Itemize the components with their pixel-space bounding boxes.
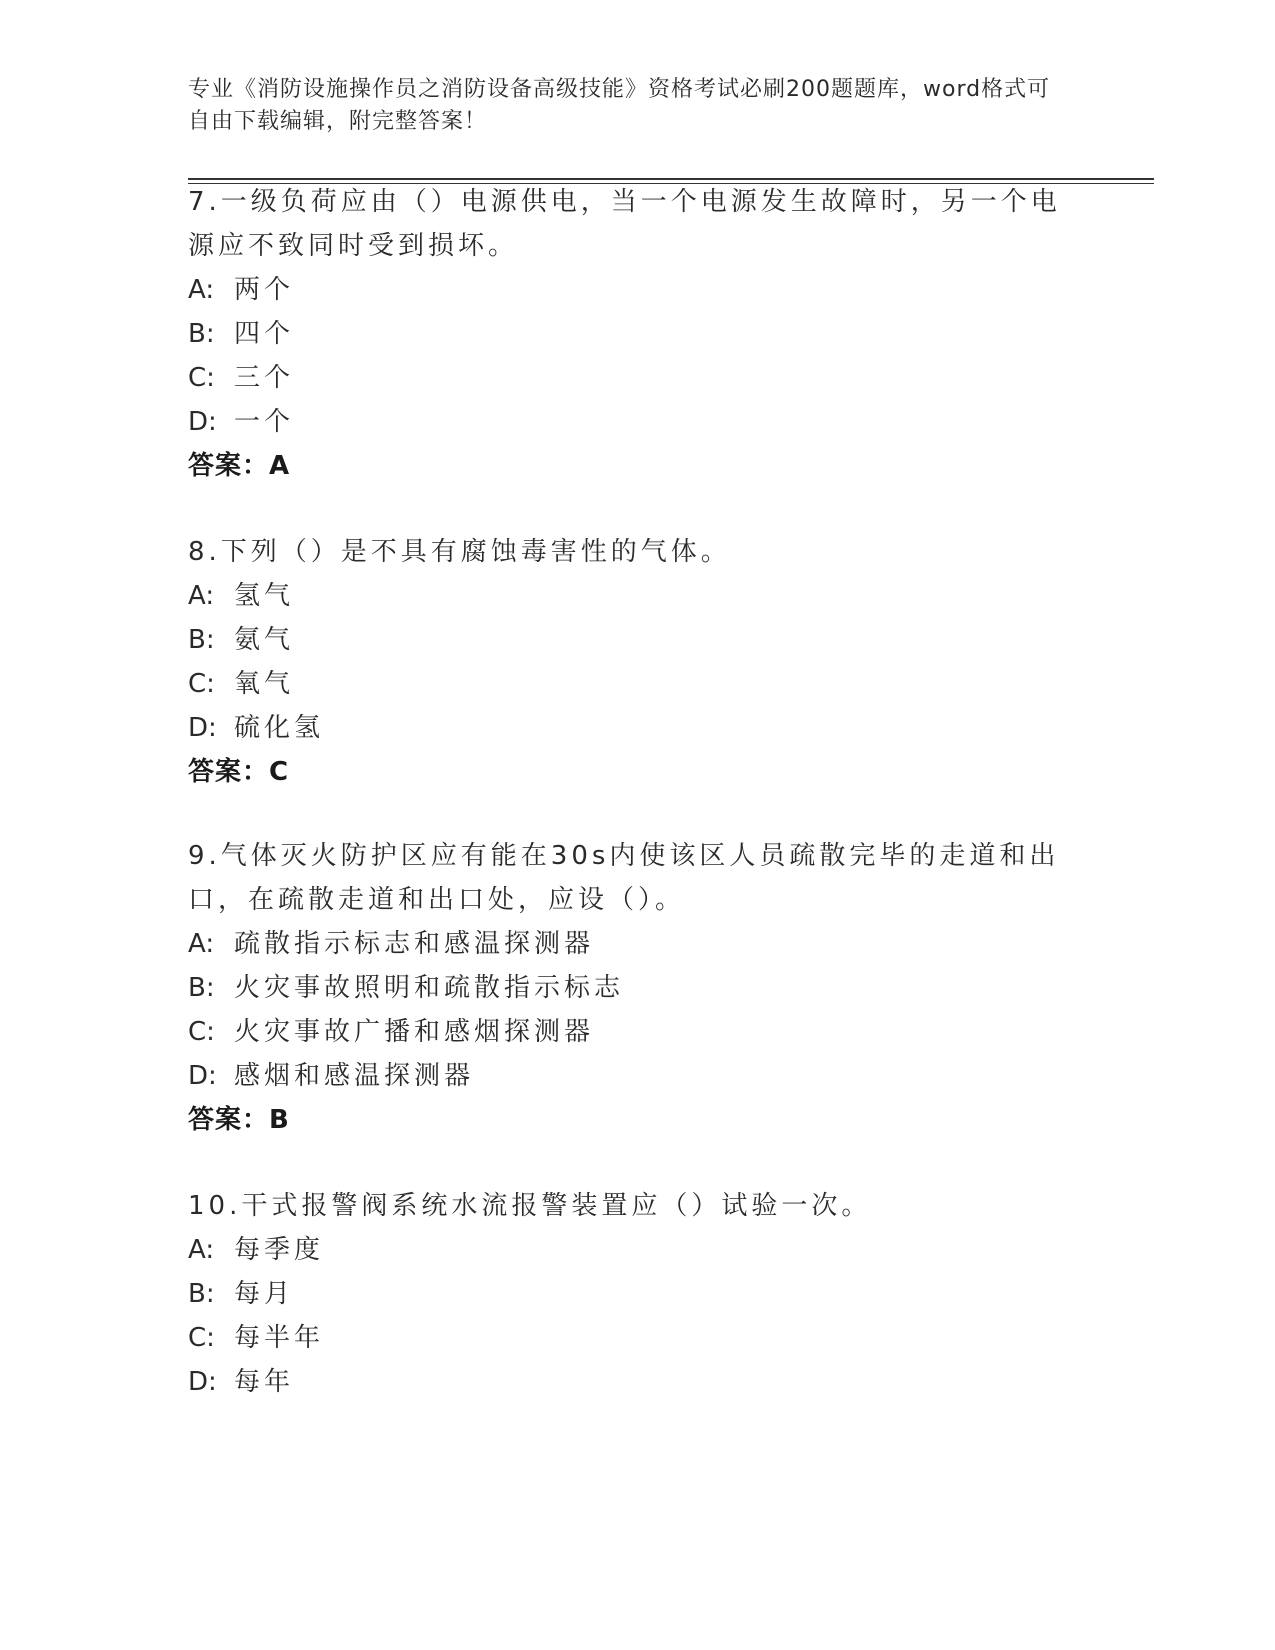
option-d	[188, 706, 1068, 750]
option-key: A:	[188, 1235, 215, 1265]
option-text: 每年	[234, 1367, 295, 1397]
question-8	[188, 530, 1068, 794]
question-stem: 7.一级负荷应由（）电源供电，当一个电源发生故障时，另一个电源应不致同时受到损坏。	[188, 187, 1061, 261]
option-text: 每月	[234, 1279, 295, 1309]
option-b	[188, 966, 1068, 1010]
document-header: 专业《消防设施操作员之消防设备高级技能》资格考试必刷200题题库，word格式可自由下载编辑，附完整答案！	[188, 77, 1051, 134]
option-key: D:	[188, 713, 217, 743]
option-text: 每季度	[234, 1235, 325, 1265]
question-stem: 8.下列（）是不具有腐蚀毒害性的气体。	[188, 537, 731, 567]
option-text: 火灾事故广播和感烟探测器	[234, 1017, 595, 1047]
option-b	[188, 618, 1068, 662]
option-key: B:	[188, 1279, 215, 1309]
option-key: B:	[188, 973, 215, 1003]
option-key: B:	[188, 319, 215, 349]
option-key: D:	[188, 1367, 217, 1397]
question-stem: 9.气体灭火防护区应有能在30s内使该区人员疏散完毕的走道和出口，在疏散走道和出口处，应设（）。	[188, 841, 1060, 915]
option-key: C:	[188, 669, 215, 699]
option-text: 疏散指示标志和感温探测器	[234, 929, 595, 959]
question-stem: 10.干式报警阀系统水流报警装置应（）试验一次。	[188, 1191, 872, 1221]
option-d	[188, 1054, 1068, 1098]
option-key: C:	[188, 363, 215, 393]
option-text: 氧气	[234, 669, 295, 699]
option-key: B:	[188, 625, 215, 655]
option-text: 硫化氢	[234, 713, 325, 743]
option-a	[188, 922, 1068, 966]
option-key: D:	[188, 407, 217, 437]
answer: 答案：C	[188, 757, 290, 787]
question-9	[188, 834, 1068, 1142]
option-text: 感烟和感温探测器	[234, 1061, 475, 1091]
option-key: D:	[188, 1061, 217, 1091]
option-c	[188, 662, 1068, 706]
option-a	[188, 1228, 1068, 1272]
option-text: 两个	[234, 275, 295, 305]
question-7	[188, 180, 1068, 488]
option-text: 氨气	[234, 625, 295, 655]
option-text: 三个	[234, 363, 295, 393]
option-text: 四个	[234, 319, 295, 349]
option-c	[188, 1316, 1068, 1360]
option-text: 氢气	[234, 581, 295, 611]
option-c	[188, 1010, 1068, 1054]
option-text: 每半年	[234, 1323, 325, 1353]
option-text: 火灾事故照明和疏散指示标志	[234, 973, 625, 1003]
answer: 答案：A	[188, 451, 291, 481]
option-a	[188, 574, 1068, 618]
option-c	[188, 356, 1068, 400]
question-10	[188, 1184, 1068, 1404]
option-a	[188, 268, 1068, 312]
option-key: A:	[188, 581, 215, 611]
option-key: A:	[188, 929, 215, 959]
option-key: C:	[188, 1323, 215, 1353]
option-b	[188, 312, 1068, 356]
option-b	[188, 1272, 1068, 1316]
answer: 答案：B	[188, 1105, 290, 1135]
option-text: 一个	[234, 407, 295, 437]
option-key: C:	[188, 1017, 215, 1047]
option-d	[188, 400, 1068, 444]
option-key: A:	[188, 275, 215, 305]
option-d	[188, 1360, 1068, 1404]
